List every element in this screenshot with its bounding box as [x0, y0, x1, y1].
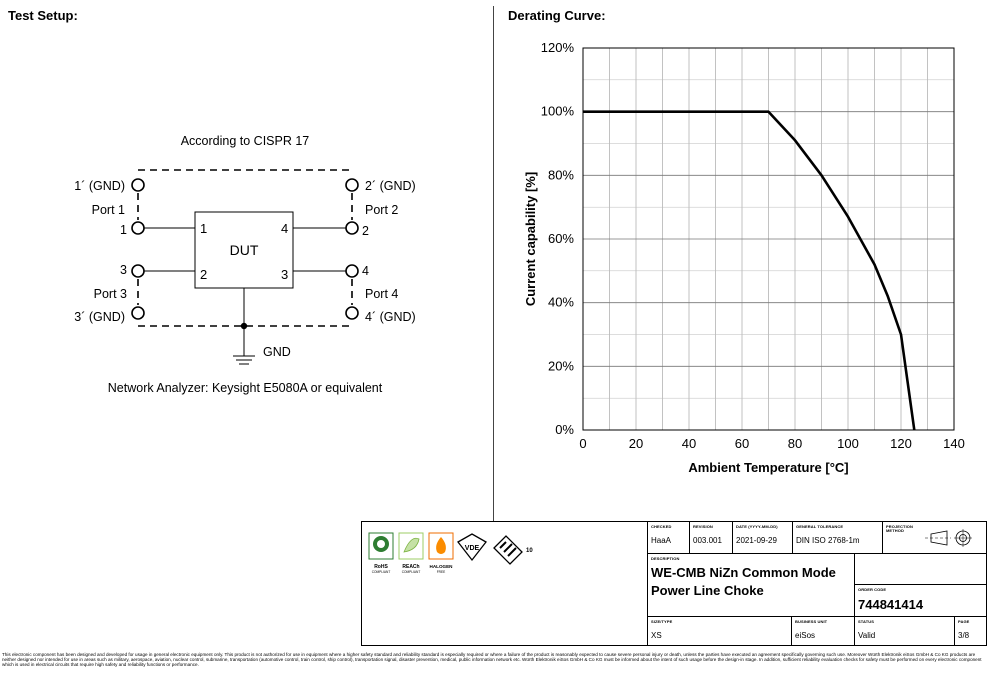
x-tick-labels	[579, 436, 964, 451]
checked-value: HaaA	[651, 536, 672, 545]
port2-num: 2	[362, 224, 369, 238]
ground-junction	[241, 323, 247, 329]
test-setup-schematic	[0, 0, 492, 420]
dut-pin-2: 2	[200, 267, 208, 282]
ul-logo	[494, 536, 522, 564]
date-cell: DATE (YYYY-MM-DD) 2021-09-29	[733, 522, 793, 554]
dut-pin-1: 1	[200, 221, 208, 236]
y-axis-label: Current capability [%]	[523, 171, 538, 307]
y-tick-label: 60%	[547, 231, 574, 246]
terminal-2-gnd	[346, 179, 358, 191]
derating-curve-title: Derating Curve:	[508, 8, 606, 23]
y-tick-label: 40%	[547, 294, 574, 310]
port1-label: Port 1	[91, 203, 125, 217]
business-unit-value: eiSos	[795, 631, 816, 640]
y-tick-label: 0%	[555, 422, 574, 437]
svg-text:FREE: FREE	[436, 570, 446, 574]
gnd-label: GND	[263, 345, 291, 359]
cispr-label: According to CISPR 17	[180, 134, 310, 148]
order-code-value: 744841414	[858, 597, 924, 612]
svg-text:COMPLIANT: COMPLIANT	[371, 570, 391, 574]
terminal-1-gnd	[132, 179, 144, 191]
logo-strip	[366, 530, 536, 580]
svg-text:RoHS: RoHS	[374, 564, 388, 570]
x-tick-label: 100	[837, 436, 859, 451]
legal-disclaimer: This electronic component has been designed and developed for usage in general electronic equipment only. This product is not authorized for use in equipment where a higher safety standard and reliability standard is especially required or where a failure of the product is reasonably expected to cause severe personal injury or death, unless the parties have executed an agreement specifically governing such use. Moreover Würth Elektronik eiSos GmbH & Co KG products are neither designed nor intended for use in areas such as military, aerospace, aviation, nuclear control, submarine, transportation (automotive control, train control, ship control), transportation signal, disaster prevention, medical, public information network etc. Würth Elektronik eiSos GmbH & Co KG must be informed about the intent of such usage before the design-in stage. In addition, sufficient reliability evaluation checks for safety must be performed on every electronic component which is used in electrical circuits that require high safety and reliability functions or performance.	[2, 652, 982, 667]
dut-pin-3: 3	[281, 267, 289, 282]
port2-label: Port 2	[365, 203, 399, 217]
business-unit-cell: BUSINESS UNIT eiSos	[792, 617, 855, 645]
port3-gnd-label: 3´ (GND)	[74, 310, 125, 324]
port3-num: 3	[120, 263, 127, 277]
y-tick-label: 80%	[547, 167, 574, 183]
terminal-3-gnd	[132, 307, 144, 319]
dut-pin-4: 4	[281, 221, 289, 236]
svg-text:REACh: REACh	[402, 564, 420, 570]
port3-label: Port 3	[93, 287, 127, 301]
x-tick-label: 0	[579, 436, 587, 451]
x-tick-label: 120	[890, 436, 912, 451]
derating-chart	[494, 30, 992, 490]
x-tick-label: 20	[628, 436, 644, 451]
chart-grid	[583, 48, 954, 430]
terminal-1	[132, 222, 144, 234]
y-tick-label: 100%	[540, 103, 574, 119]
terminal-4-gnd	[346, 307, 358, 319]
size-value: XS	[651, 631, 662, 640]
status-value: Valid	[858, 631, 876, 640]
test-setup-title: Test Setup:	[8, 8, 78, 23]
page-cell: PAGE 3/8	[958, 619, 970, 640]
y-tick-label: 120%	[540, 40, 574, 55]
x-tick-label: 80	[787, 436, 803, 451]
x-tick-label: 40	[681, 436, 697, 451]
x-tick-label: 60	[734, 436, 750, 451]
tolerance-value: DIN ISO 2768-1m	[796, 536, 860, 545]
svg-text:10: 10	[526, 548, 533, 554]
svg-text:VDE: VDE	[464, 545, 480, 552]
title-block	[361, 521, 987, 646]
port4-gnd-label: 4´ (GND)	[365, 310, 416, 324]
checked-cell: CHECKED HaaA	[647, 522, 690, 554]
description-cell: DESCRIPTION WE-CMB NiZn Common Mode Power Line Choke	[647, 554, 855, 617]
y-tick-labels	[541, 40, 575, 437]
port4-num: 4	[362, 264, 369, 278]
size-cell: SIZE/TYPE XS	[647, 617, 792, 645]
x-axis-label: Ambient Temperature [°C]	[688, 460, 849, 475]
date-value: 2021-09-29	[736, 536, 777, 545]
svg-text:HALOGEN: HALOGEN	[429, 564, 453, 569]
svg-text:COMPLIANT: COMPLIANT	[401, 570, 421, 574]
dut-label: DUT	[229, 242, 259, 258]
terminal-4	[346, 265, 358, 277]
port1-gnd-label: 1´ (GND)	[74, 179, 125, 193]
terminal-2	[346, 222, 358, 234]
x-tick-label: 140	[943, 436, 965, 451]
order-code-cell: ORDER CODE 744841414	[855, 585, 986, 617]
y-tick-label: 20%	[547, 358, 574, 374]
status-cell: STATUS Valid	[855, 617, 955, 645]
tolerance-cell: GENERAL TOLERANCE DIN ISO 2768-1m	[793, 522, 883, 554]
blank-cell	[855, 554, 986, 585]
revision-value: 003.001	[693, 536, 722, 545]
projection-method-icon	[925, 525, 985, 551]
analyzer-label: Network Analyzer: Keysight E5080A or equivalent	[107, 381, 383, 395]
certification-logos	[366, 530, 533, 580]
terminal-3	[132, 265, 144, 277]
revision-cell: REVISION 003.001	[690, 522, 733, 554]
page-value: 3/8	[958, 631, 970, 640]
port1-num: 1	[120, 223, 127, 237]
port4-label: Port 4	[365, 287, 399, 301]
port2-gnd-label: 2´ (GND)	[365, 179, 416, 193]
product-description: WE-CMB NiZn Common Mode Power Line Choke	[651, 565, 836, 598]
projection-cell: PROJECTION METHOD	[883, 522, 986, 554]
